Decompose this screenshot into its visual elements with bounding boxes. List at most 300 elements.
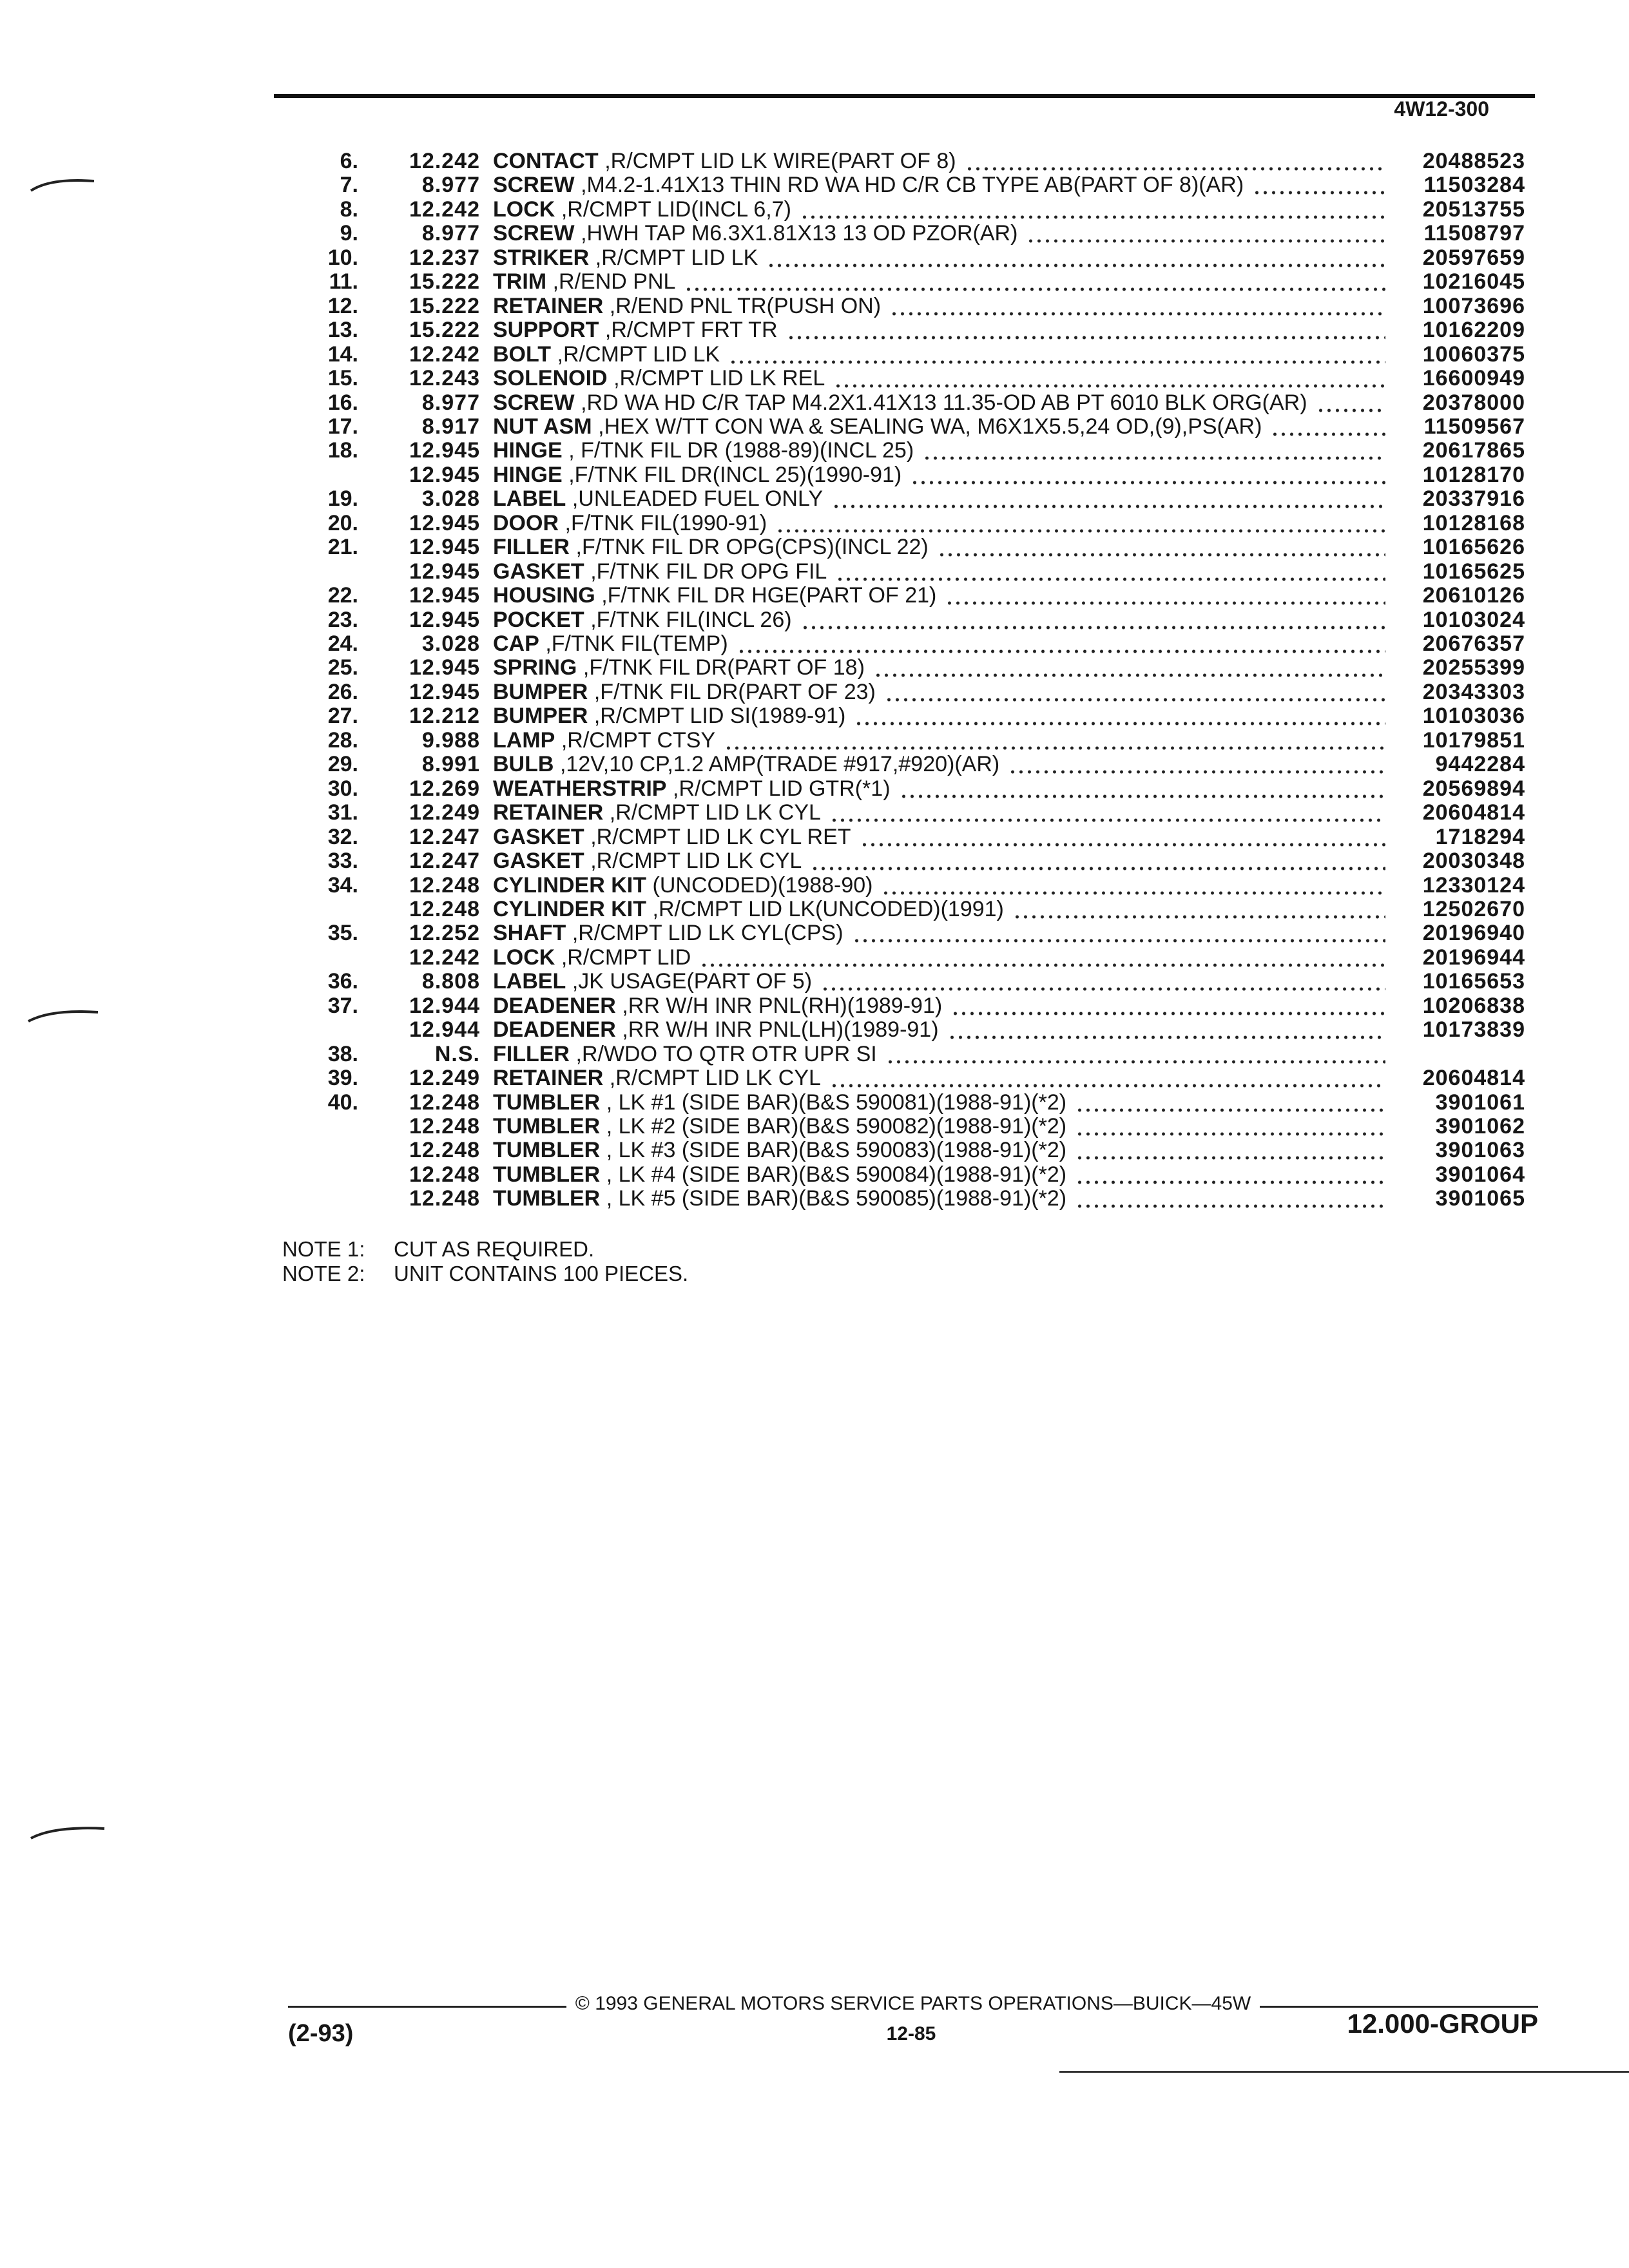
dot-leader — [729, 343, 1385, 367]
part-row — [0, 198, 1629, 222]
part-row — [0, 970, 1629, 994]
part-name: LAMP — [493, 728, 555, 753]
dot-leader — [737, 632, 1385, 656]
part-number: 3901062 — [1435, 1114, 1525, 1139]
group-number: 12.945 — [409, 655, 480, 680]
part-number: 10179851 — [1422, 727, 1525, 753]
part-description-line — [493, 391, 1385, 415]
part-description-line — [493, 729, 1385, 753]
group-number: 12.247 — [409, 849, 480, 874]
part-description-line — [493, 801, 1385, 825]
part-row — [0, 439, 1629, 463]
part-name: SCREW — [493, 390, 575, 415]
dot-leader — [801, 608, 1385, 632]
dot-leader — [911, 463, 1385, 487]
part-name: BOLT — [493, 342, 552, 367]
part-description: ,F/TNK FIL(INCL 26) — [590, 608, 792, 632]
part-row — [0, 270, 1629, 294]
part-name: FILLER — [493, 1042, 570, 1066]
group-number: 12.242 — [409, 341, 480, 367]
part-row — [0, 753, 1629, 776]
part-name: RETAINER — [493, 1066, 604, 1091]
dot-leader — [965, 149, 1385, 173]
group-number: 12.249 — [409, 1066, 480, 1091]
part-description: ,HEX W/TT CON WA & SEALING WA, M6X1X5.5,24 OD,(9),PS(AR) — [598, 414, 1262, 439]
part-name: SHAFT — [493, 921, 566, 946]
part-number: 12330124 — [1422, 872, 1525, 898]
part-description-line — [493, 753, 1385, 776]
part-description-line — [493, 512, 1385, 535]
part-row — [0, 994, 1629, 1018]
part-description-line — [493, 270, 1385, 294]
part-description: ,R/END PNL — [552, 270, 676, 294]
part-number: 20378000 — [1422, 390, 1525, 415]
part-description: ,R/CMPT LID LK WIRE(PART OF 8) — [604, 149, 956, 173]
part-description: ,F/TNK FIL DR HGE(PART OF 21) — [601, 584, 937, 608]
part-description: , LK #3 (SIDE BAR)(B&S 590083)(1988-91)(*2) — [606, 1139, 1067, 1163]
part-row — [0, 1018, 1629, 1042]
part-name: FILLER — [493, 535, 570, 560]
item-number: 27. — [327, 704, 358, 729]
item-number: 6. — [340, 149, 358, 173]
part-description-line — [493, 849, 1385, 873]
part-description: ,R/WDO TO QTR OTR UPR SI — [575, 1042, 877, 1066]
item-number: 37. — [327, 993, 358, 1018]
part-row — [0, 1187, 1629, 1211]
part-name: LOCK — [493, 945, 555, 970]
item-number: 17. — [327, 414, 358, 439]
part-row — [0, 173, 1629, 197]
part-number: 1718294 — [1435, 824, 1525, 849]
item-number: 8. — [340, 197, 358, 222]
part-name: BUMPER — [493, 680, 588, 704]
part-description: (UNCODED)(1988-90) — [652, 873, 873, 898]
part-row — [0, 849, 1629, 873]
part-number: 20255399 — [1422, 655, 1525, 680]
part-description: ,R/END PNL TR(PUSH ON) — [609, 294, 882, 318]
part-name: LABEL — [493, 487, 566, 512]
dot-leader — [684, 270, 1385, 294]
part-row — [0, 246, 1629, 270]
part-description-line — [493, 632, 1385, 656]
part-number: 10162209 — [1422, 318, 1525, 343]
part-description: ,HWH TAP M6.3X1.81X13 13 OD PZOR(AR) — [581, 222, 1018, 246]
part-name: NUT ASM — [493, 414, 592, 439]
group-number: 8.991 — [421, 752, 480, 777]
part-number: 20597659 — [1422, 245, 1525, 270]
group-number: 8.917 — [421, 414, 480, 439]
item-number: 26. — [327, 679, 358, 704]
part-description-line — [493, 415, 1385, 439]
part-number: 20513755 — [1422, 197, 1525, 222]
part-description: ,R/CMPT LID GTR(*1) — [673, 776, 891, 801]
item-number: 28. — [327, 727, 358, 753]
part-row — [0, 1066, 1629, 1090]
part-name: LABEL — [493, 970, 566, 994]
part-description: ,R/CMPT LID — [561, 945, 691, 970]
part-description-line — [493, 1163, 1385, 1187]
dot-leader — [832, 487, 1385, 511]
part-row — [0, 343, 1629, 367]
dot-leader — [874, 656, 1385, 680]
part-description: ,F/TNK FIL DR(PART OF 23) — [593, 680, 876, 704]
part-row — [0, 222, 1629, 245]
part-number: 20343303 — [1422, 679, 1525, 704]
dot-leader — [1253, 173, 1385, 197]
scan-mark — [31, 1828, 104, 1838]
part-description-line — [493, 246, 1385, 270]
dot-leader — [1075, 1091, 1385, 1115]
part-number: 20610126 — [1422, 583, 1525, 608]
part-name: SOLENOID — [493, 367, 608, 391]
note-text: CUT AS REQUIRED. — [394, 1237, 595, 1261]
group-number: 12.248 — [409, 1186, 480, 1211]
part-name: HINGE — [493, 463, 563, 487]
group-number: 12.944 — [409, 993, 480, 1018]
item-number: 31. — [327, 800, 358, 825]
part-description-line — [493, 222, 1385, 245]
part-number: 10206838 — [1422, 993, 1525, 1018]
part-description: ,R/CMPT LID LK CYL(CPS) — [572, 921, 843, 946]
group-label: 12.000-GROUP — [1347, 2008, 1538, 2039]
part-description: ,R/CMPT FRT TR — [604, 318, 778, 343]
part-name: RETAINER — [493, 294, 604, 318]
dot-leader — [885, 680, 1385, 704]
part-name: BULB — [493, 753, 554, 777]
part-row — [0, 656, 1629, 680]
dot-leader — [811, 849, 1385, 873]
part-description-line — [493, 921, 1385, 945]
part-number: 10128168 — [1422, 510, 1525, 535]
part-description-line — [493, 874, 1385, 898]
part-number: 10103024 — [1422, 607, 1525, 632]
part-row — [0, 825, 1629, 849]
footer-line-left — [288, 2006, 566, 2008]
dot-leader — [830, 801, 1385, 825]
dot-leader — [938, 535, 1385, 559]
part-number: 10103036 — [1422, 704, 1525, 729]
part-name: CONTACT — [493, 149, 599, 173]
part-row — [0, 632, 1629, 656]
group-number: 12.248 — [409, 872, 480, 898]
group-number: 12.237 — [409, 245, 480, 270]
dot-leader — [854, 704, 1385, 728]
part-description-line — [493, 656, 1385, 680]
group-number: 12.945 — [409, 510, 480, 535]
part-name: CYLINDER KIT — [493, 873, 646, 898]
group-number: 12.945 — [409, 583, 480, 608]
revision-date: (2-93) — [288, 2020, 354, 2047]
part-name: GASKET — [493, 825, 584, 849]
part-description: ,UNLEADED FUEL ONLY — [572, 487, 824, 512]
part-description: , LK #2 (SIDE BAR)(B&S 590082)(1988-91)(*2) — [606, 1115, 1067, 1139]
part-number: 3901061 — [1435, 1090, 1525, 1115]
dot-leader — [890, 294, 1385, 318]
copyright-text: © 1993 GENERAL MOTORS SERVICE PARTS OPERATIONS—BUICK—45W — [575, 1993, 1251, 2014]
dot-leader — [886, 1043, 1385, 1066]
group-number: 12.242 — [409, 149, 480, 173]
part-description: ,R/CMPT LID LK — [557, 342, 720, 367]
part-row — [0, 801, 1629, 825]
part-name: CYLINDER KIT — [493, 897, 646, 921]
part-description-line — [493, 898, 1385, 921]
part-row — [0, 608, 1629, 632]
part-description-line — [493, 946, 1385, 970]
page-number: 12-85 — [886, 2023, 936, 2044]
group-number: 12.248 — [409, 1162, 480, 1187]
part-row — [0, 946, 1629, 970]
part-description-line — [493, 704, 1385, 728]
part-description: ,R/CMPT CTSY — [561, 728, 716, 753]
part-description: ,F/TNK FIL DR(INCL 25)(1990-91) — [568, 463, 902, 487]
part-description: ,RR W/H INR PNL(RH)(1989-91) — [622, 994, 943, 1018]
item-number: 22. — [327, 583, 358, 608]
part-number: 11503284 — [1423, 173, 1525, 198]
part-name: TUMBLER — [493, 1162, 601, 1187]
item-number: 38. — [327, 1041, 358, 1066]
part-description-line — [493, 994, 1385, 1018]
item-number: 16. — [327, 390, 358, 415]
part-description: ,RR W/H INR PNL(LH)(1989-91) — [622, 1018, 939, 1043]
group-number: 12.945 — [409, 535, 480, 560]
part-row — [0, 584, 1629, 608]
part-number: 11509567 — [1423, 414, 1525, 439]
item-number: 9. — [340, 221, 358, 246]
part-number: 3901063 — [1435, 1138, 1525, 1163]
part-row — [0, 512, 1629, 535]
item-number: 11. — [329, 269, 358, 294]
part-row — [0, 149, 1629, 173]
group-number: 12.248 — [409, 1138, 480, 1163]
part-description-line — [493, 1187, 1385, 1211]
part-name: POCKET — [493, 608, 584, 632]
part-number: 20196944 — [1422, 945, 1525, 970]
part-row — [0, 318, 1629, 342]
item-number: 18. — [327, 438, 358, 463]
part-name: LOCK — [493, 197, 555, 222]
part-number: 9442284 — [1435, 752, 1525, 777]
note-label: NOTE 1: — [282, 1237, 365, 1261]
part-name: DEADENER — [493, 994, 616, 1018]
part-description: ,R/CMPT LID SI(1989-91) — [593, 704, 846, 729]
part-row — [0, 921, 1629, 945]
group-number: 12.252 — [409, 921, 480, 946]
dot-leader — [945, 584, 1385, 608]
group-number: 12.249 — [409, 800, 480, 825]
part-number: 20337916 — [1422, 486, 1525, 512]
group-number: 15.222 — [409, 318, 480, 343]
part-number: 20617865 — [1422, 438, 1525, 463]
part-description: ,12V,10 CP,1.2 AMP(TRADE #917,#920)(AR) — [559, 753, 1000, 777]
part-description-line — [493, 1139, 1385, 1162]
part-number: 20676357 — [1422, 631, 1525, 656]
dot-leader — [860, 825, 1385, 849]
item-number: 10. — [327, 245, 358, 270]
part-description-line — [493, 584, 1385, 608]
item-number: 14. — [327, 341, 358, 367]
group-number: 12.945 — [409, 679, 480, 704]
part-description-line — [493, 777, 1385, 801]
group-number: 12.248 — [409, 896, 480, 921]
document-code: 4W12-300 — [1394, 97, 1489, 120]
part-description: , LK #4 (SIDE BAR)(B&S 590084)(1988-91)(*2) — [606, 1162, 1067, 1187]
part-name: TUMBLER — [493, 1115, 601, 1139]
part-description: ,R/CMPT LID(INCL 6,7) — [561, 197, 791, 222]
part-name: BUMPER — [493, 704, 588, 729]
item-number: 15. — [327, 366, 358, 391]
dot-leader — [1316, 391, 1385, 415]
part-description-line — [493, 535, 1385, 559]
part-description: ,F/TNK FIL(TEMP) — [545, 632, 728, 656]
part-name: TUMBLER — [493, 1090, 601, 1115]
part-name: DEADENER — [493, 1018, 616, 1043]
part-number: 11508797 — [1423, 221, 1525, 246]
part-description: ,F/TNK FIL DR(PART OF 18) — [583, 656, 865, 680]
group-number: 12.945 — [409, 559, 480, 584]
part-description-line — [493, 149, 1385, 173]
dot-leader — [1008, 753, 1385, 776]
part-description-line — [493, 367, 1385, 390]
item-number: 40. — [327, 1090, 358, 1115]
part-number: 10165626 — [1422, 535, 1525, 560]
part-description-line — [493, 1066, 1385, 1090]
dot-leader — [767, 246, 1385, 270]
part-description-line — [493, 439, 1385, 463]
part-number: 10165625 — [1422, 559, 1525, 584]
group-number: 3.028 — [421, 486, 480, 512]
part-row — [0, 874, 1629, 898]
item-number: 19. — [327, 486, 358, 512]
part-row — [0, 463, 1629, 487]
group-number: 12.242 — [409, 945, 480, 970]
part-description-line — [493, 294, 1385, 318]
part-name: SCREW — [493, 173, 575, 198]
part-description: ,R/CMPT LID LK CYL — [609, 1066, 821, 1091]
group-number: 15.222 — [409, 293, 480, 318]
group-number: 12.945 — [409, 462, 480, 487]
part-number: 10060375 — [1422, 341, 1525, 367]
part-name: STRIKER — [493, 245, 590, 270]
dot-leader — [787, 318, 1386, 342]
group-number: 12.269 — [409, 776, 480, 801]
item-number: 7. — [340, 173, 358, 198]
part-name: SPRING — [493, 656, 577, 680]
dot-leader — [1075, 1163, 1385, 1187]
part-description: ,F/TNK FIL DR OPG FIL — [590, 559, 827, 584]
part-description-line — [493, 343, 1385, 367]
item-number: 25. — [327, 655, 358, 680]
part-description: ,M4.2-1.41X13 THIN RD WA HD C/R CB TYPE AB(PART OF 8)(AR) — [581, 173, 1244, 198]
part-name: TUMBLER — [493, 1139, 601, 1163]
item-number: 30. — [327, 776, 358, 801]
part-description: ,R/CMPT LID LK CYL — [590, 849, 802, 874]
dot-leader — [1075, 1115, 1385, 1139]
part-row — [0, 415, 1629, 439]
dot-leader — [800, 198, 1385, 222]
part-description-line — [493, 463, 1385, 487]
part-name: RETAINER — [493, 801, 604, 825]
group-number: 9.988 — [421, 727, 480, 753]
dot-leader — [836, 560, 1385, 584]
dot-leader — [1075, 1139, 1385, 1162]
part-number: 20030348 — [1422, 849, 1525, 874]
part-number: 20196940 — [1422, 921, 1525, 946]
part-description: ,R/CMPT LID LK — [595, 245, 758, 270]
part-number: 20604814 — [1422, 800, 1525, 825]
part-description-line — [493, 1018, 1385, 1042]
part-number: 10128170 — [1422, 462, 1525, 487]
dot-leader — [1027, 222, 1385, 245]
dot-leader — [830, 1066, 1385, 1090]
part-description-line — [493, 1043, 1385, 1066]
part-row — [0, 680, 1629, 704]
note-text: UNIT CONTAINS 100 PIECES. — [394, 1262, 689, 1285]
item-number: 12. — [327, 293, 358, 318]
part-description-line — [493, 970, 1385, 994]
group-number: 12.945 — [409, 438, 480, 463]
part-number: 3901065 — [1435, 1186, 1525, 1211]
part-name: HINGE — [493, 439, 563, 463]
part-name: GASKET — [493, 559, 584, 584]
group-number: 12.242 — [409, 197, 480, 222]
part-description-line — [493, 560, 1385, 584]
part-number: 10173839 — [1422, 1017, 1525, 1043]
note-2 — [282, 1262, 1313, 1286]
part-row — [0, 1091, 1629, 1115]
part-name: TRIM — [493, 270, 547, 294]
item-number: 35. — [327, 921, 358, 946]
group-number: 15.222 — [409, 269, 480, 294]
item-number: 23. — [327, 607, 358, 632]
part-name: WEATHERSTRIP — [493, 776, 667, 801]
dot-leader — [853, 921, 1385, 945]
group-number: 12.945 — [409, 607, 480, 632]
part-description: ,F/TNK FIL DR OPG(CPS)(INCL 22) — [575, 535, 929, 560]
part-name: CAP — [493, 632, 539, 656]
part-number: 10073696 — [1422, 293, 1525, 318]
part-description: , F/TNK FIL DR (1988-89)(INCL 25) — [568, 439, 914, 463]
item-number: 29. — [327, 752, 358, 777]
part-description-line — [493, 608, 1385, 632]
part-row — [0, 487, 1629, 511]
part-row — [0, 367, 1629, 390]
item-number: 39. — [327, 1066, 358, 1091]
footer-line-right — [1260, 2006, 1538, 2008]
part-row — [0, 535, 1629, 559]
group-number: 12.248 — [409, 1090, 480, 1115]
part-number: 16600949 — [1422, 366, 1525, 391]
part-description: , LK #5 (SIDE BAR)(B&S 590085)(1988-91)(*2) — [606, 1187, 1067, 1211]
part-description: , LK #1 (SIDE BAR)(B&S 590081)(1988-91)(*2) — [606, 1090, 1067, 1115]
part-number: 12502670 — [1422, 896, 1525, 921]
dot-leader — [1271, 415, 1385, 439]
group-number: 3.028 — [421, 631, 480, 656]
part-row — [0, 729, 1629, 753]
part-description: ,R/CMPT LID LK CYL RET — [590, 825, 851, 849]
part-description: ,R/CMPT LID LK REL — [613, 367, 825, 391]
part-row — [0, 1139, 1629, 1162]
part-description-line — [493, 680, 1385, 704]
item-number: 36. — [327, 969, 358, 994]
part-description-line — [493, 825, 1385, 849]
part-number: 10216045 — [1422, 269, 1525, 294]
item-number: 34. — [327, 872, 358, 898]
group-number: 12.248 — [409, 1114, 480, 1139]
part-description-line — [493, 318, 1385, 342]
part-description: ,R/CMPT LID LK(UNCODED)(1991) — [652, 897, 1004, 921]
part-row — [0, 1163, 1629, 1187]
part-name: HOUSING — [493, 584, 595, 608]
